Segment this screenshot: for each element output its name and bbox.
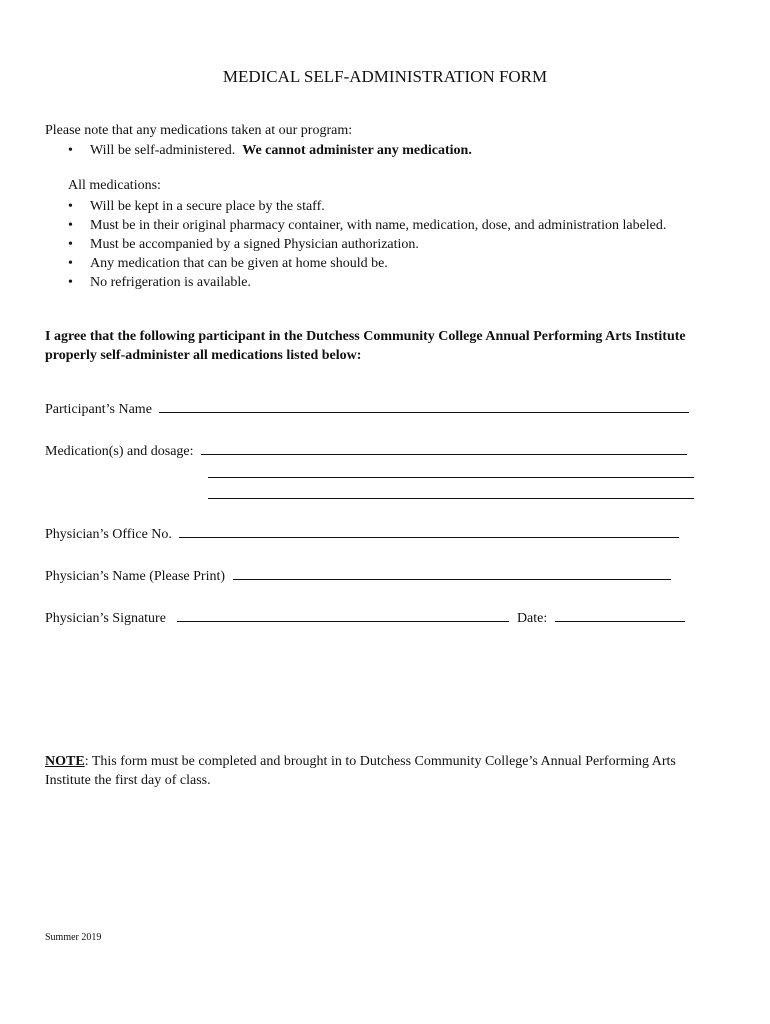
list-item: • Any medication that can be given at home should be. [68, 254, 666, 273]
physician-name-row [45, 567, 671, 585]
note-text: : This form must be completed and brought in to Dutchess Community College’s Annual Performing Arts Institute the first day of class. [45, 754, 676, 788]
physician-name-label: Physician’s Name (Please Print) [45, 569, 226, 584]
office-no-row [45, 525, 679, 543]
participant-name-label: Participant’s Name [45, 402, 152, 417]
intro-text: Please note that any medications taken at our program: [45, 123, 353, 138]
list-item [68, 141, 472, 160]
medications-field-3[interactable] [208, 486, 694, 499]
footer-date: Summer 2019 [45, 932, 102, 943]
self-admin-list [68, 141, 472, 160]
office-no-field[interactable] [179, 525, 679, 538]
medication-rules-list [68, 197, 666, 292]
note-label: NOTE [45, 754, 85, 769]
list-item: • No refrigeration is available. [68, 273, 666, 292]
medications-field-1[interactable] [201, 442, 687, 455]
list-item: • Will be kept in a secure place by the staff. [68, 197, 666, 216]
self-admin-text: Will be self-administered. [90, 143, 236, 158]
office-no-label: Physician’s Office No. [45, 527, 172, 542]
medications-label: Medication(s) and dosage: [45, 444, 194, 459]
note-block [45, 752, 725, 790]
participant-name-row [45, 400, 689, 418]
list-item: • Must be accompanied by a signed Physician authorization. [68, 235, 666, 254]
all-medications-label: All medications: [68, 178, 161, 193]
date-label: Date: [516, 611, 548, 626]
date-field[interactable] [555, 609, 685, 622]
medications-row-3 [208, 486, 694, 504]
medications-row [45, 442, 687, 460]
signature-row [45, 609, 685, 627]
signature-field[interactable] [177, 609, 509, 622]
participant-name-field[interactable] [159, 400, 689, 413]
physician-name-field[interactable] [233, 567, 671, 580]
list-item: • Must be in their original pharmacy container, with name, medication, dose, and administration labeled. [68, 216, 666, 235]
signature-label: Physician’s Signature [45, 611, 166, 626]
medications-field-2[interactable] [208, 465, 694, 478]
form-title: MEDICAL SELF-ADMINISTRATION FORM [222, 67, 548, 86]
no-administer-text: We cannot administer any medication. [242, 143, 472, 158]
agreement-statement: I agree that the following participant in the Dutchess Community College Annual Performing Arts Institute properly self-administer all medications listed below: [45, 329, 686, 363]
medications-row-2 [208, 465, 694, 483]
